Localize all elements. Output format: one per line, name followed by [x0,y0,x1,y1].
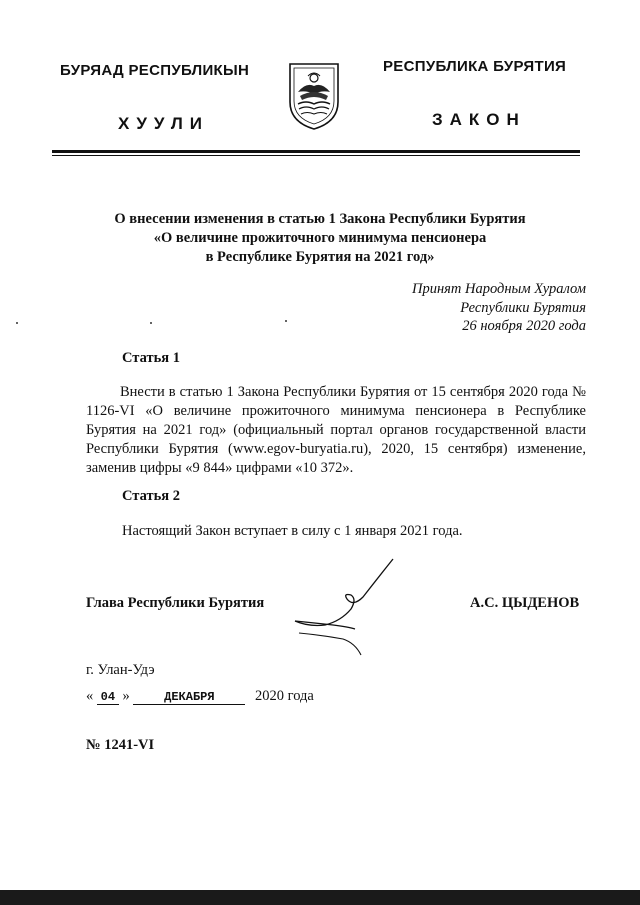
article-2-body [122,522,582,541]
adoption-line-1: Принят Народным Хуралом [411,281,586,297]
header-divider-thick [52,150,580,153]
scan-speck [16,322,18,324]
article-2-text: Настоящий Закон вступает в силу с 1 января 2021 года. [122,523,463,539]
signatory-position: Глава Республики Бурятия [86,595,265,611]
adoption-line-3: 26 ноября 2020 года [462,318,586,334]
header-left-bottom: ХУУЛИ [118,114,209,133]
adoption-line-2: Республики Бурятия [460,299,586,316]
article-2-heading: Статья 2 [122,488,180,504]
header-left-top: БУРЯАД РЕСПУБЛИКЫН [60,62,250,79]
city-line: г. Улан-Удэ [86,662,155,678]
date-day: 04 [97,690,119,705]
header-right-bottom: ЗАКОН [432,110,526,129]
article-1-text: Внести в статью 1 Закона Республики Бурятия от 15 сентября 2020 года № 1126-VI «О величине прожиточного минимума пенсионера в Республике Бурятия на 2021 год» (официальный портал органов государственной власти Республики Бурятия (www.egov-buryatia.ru), 2020, 15 сентября) изменение, заменив цифры «9 844» цифрами «10 372». [86,384,586,476]
date-month: ДЕКАБРЯ [133,690,245,705]
adoption-note [412,280,586,336]
handwritten-signature [285,555,400,665]
article-1-body [86,383,586,478]
scan-speck [150,322,152,324]
date-close-quote: » [122,688,130,704]
header-divider-thin [52,155,580,156]
article-1-heading: Статья 1 [122,350,180,366]
scan-speck [285,320,287,322]
law-title-line-1: О внесении изменения в статью 1 Закона Республики Бурятия [114,211,526,227]
law-title [60,210,580,267]
law-title-line-3: в Республике Бурятия на 2021 год» [205,249,435,265]
coat-of-arms-emblem [286,58,342,132]
date-open-quote: « [86,688,94,704]
law-number: № 1241-VI [86,737,155,753]
header-right-top: РЕСПУБЛИКА БУРЯТИЯ [383,58,567,75]
law-title-line-2: «О величине прожиточного минимума пенсионера [153,230,487,246]
date-year: 2020 года [255,688,314,704]
scan-edge [0,890,640,905]
date-line [86,688,314,705]
signatory-name: А.С. ЦЫДЕНОВ [470,595,580,611]
